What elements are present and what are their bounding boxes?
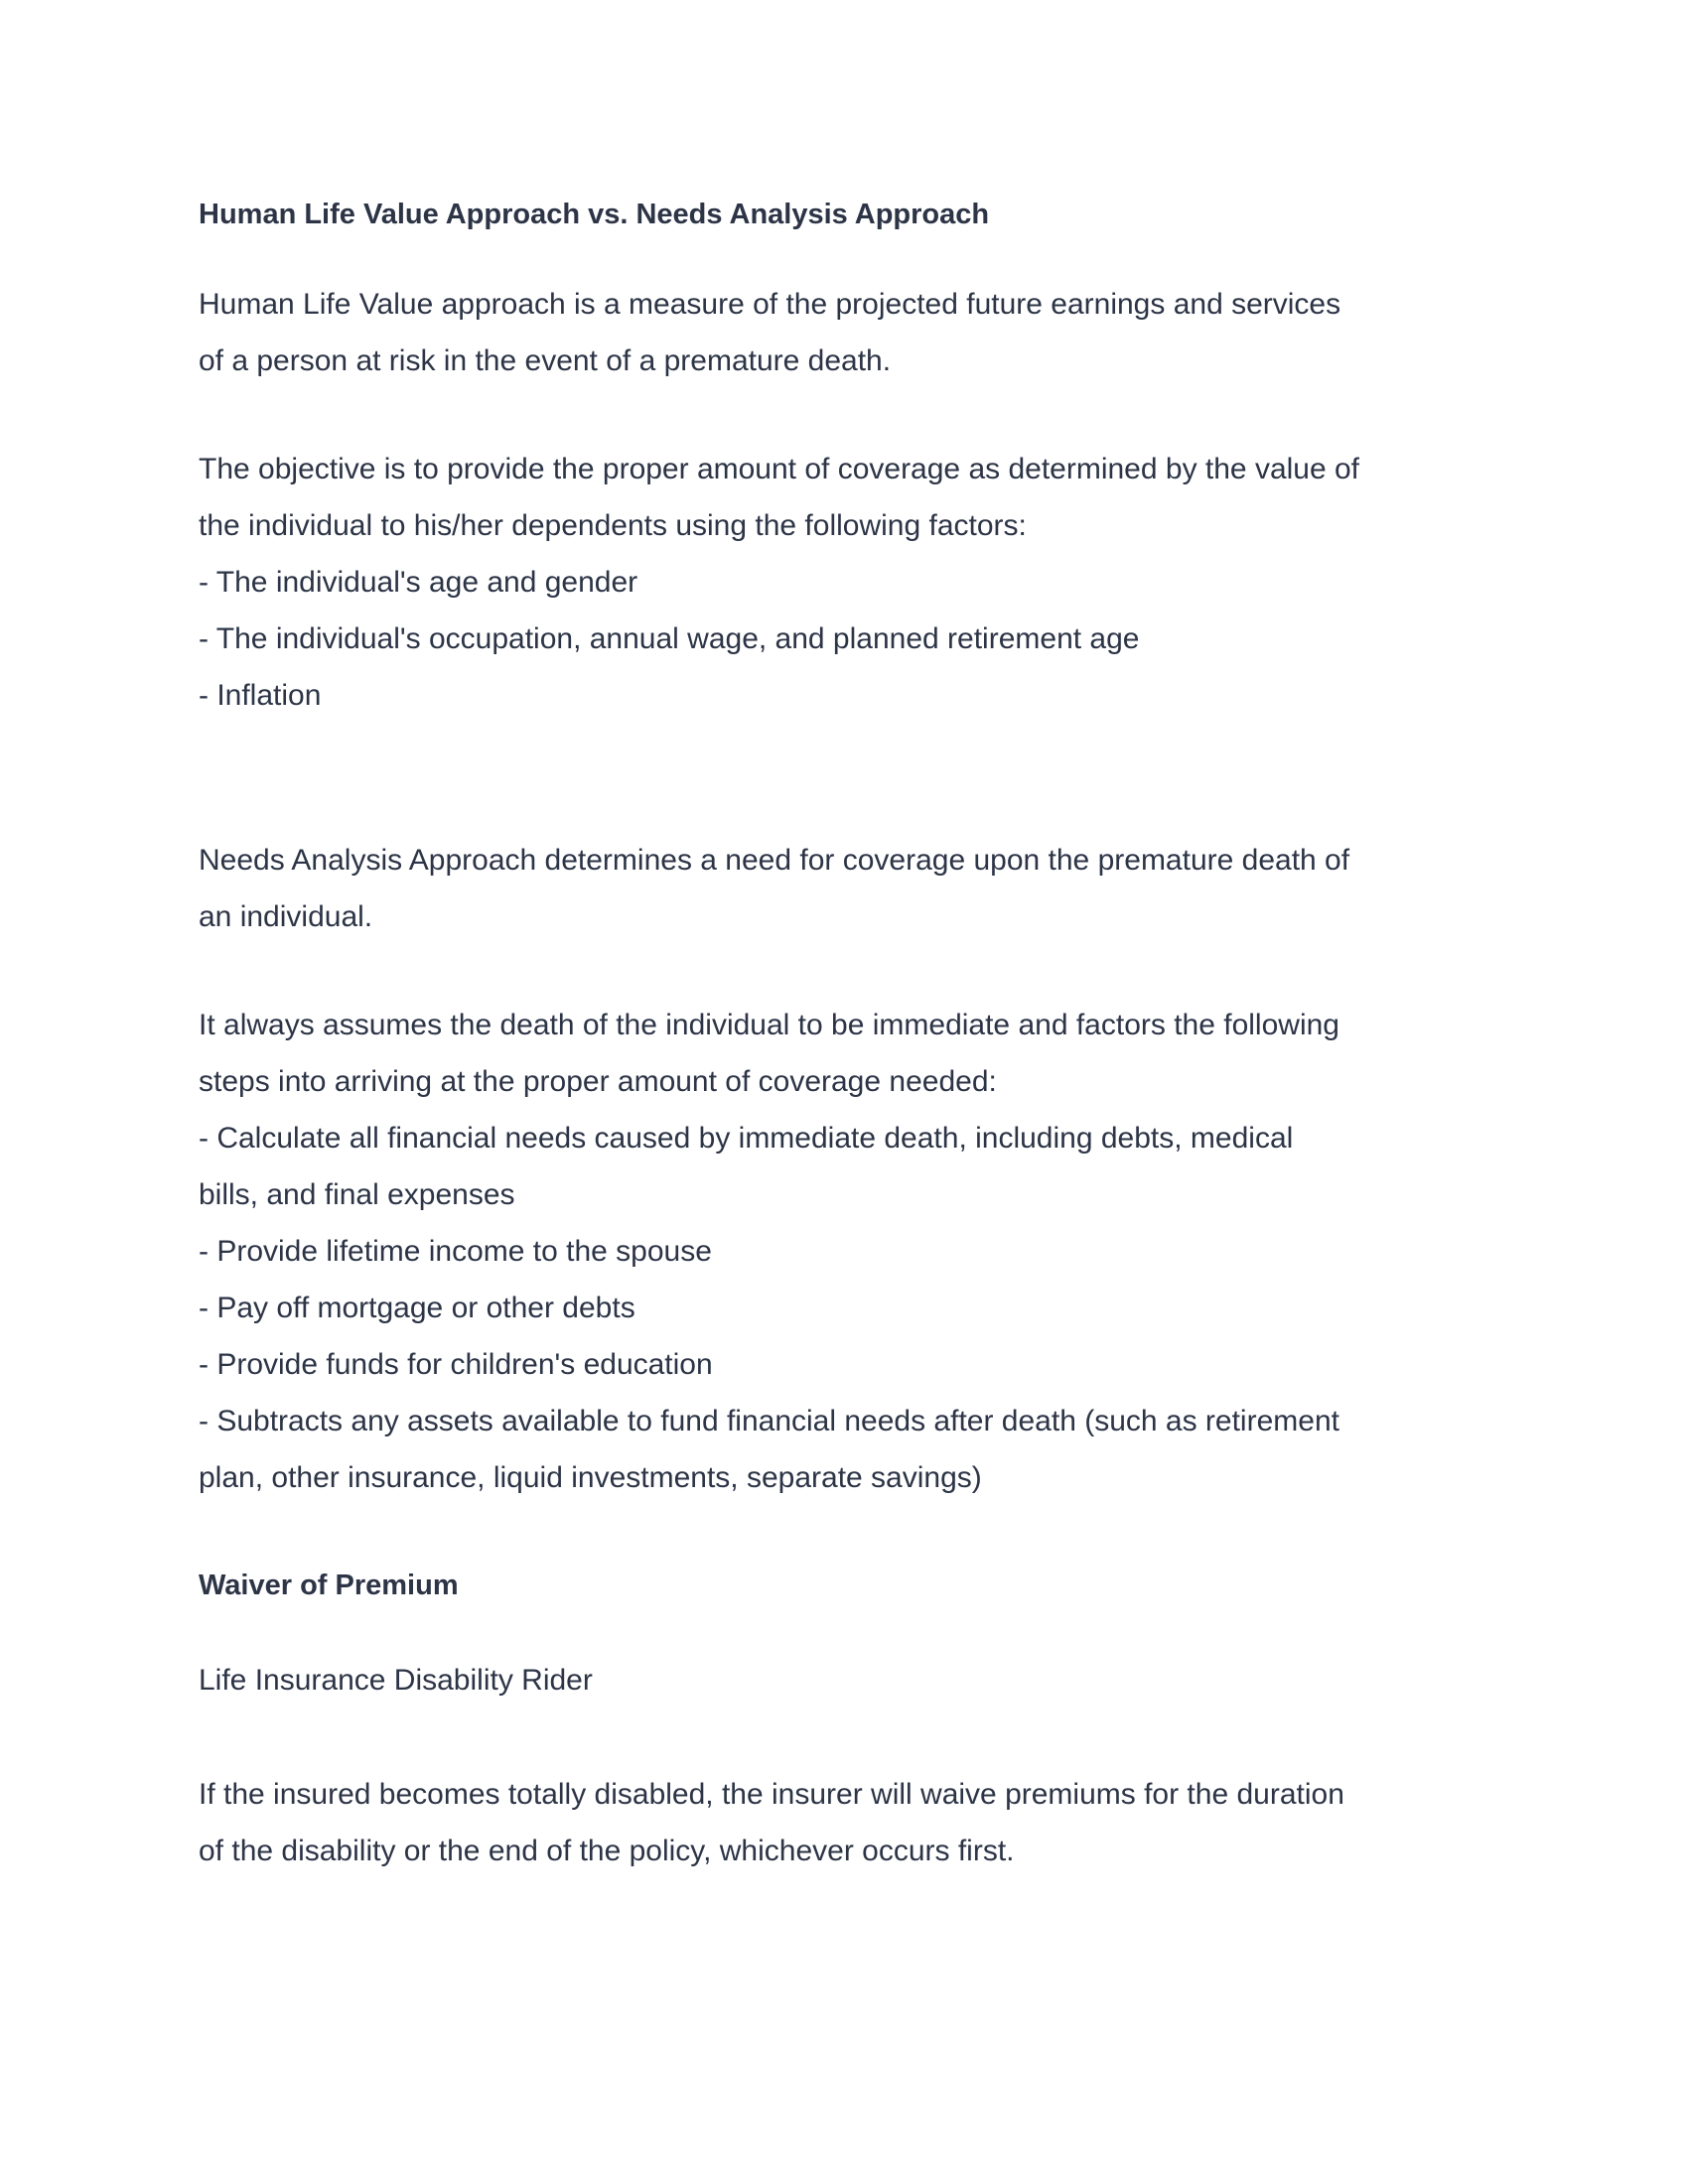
text-line: of the disability or the end of the policy, whichever occurs first. bbox=[199, 1835, 1015, 1867]
bullet-line-pay-off-mortgage: - Pay off mortgage or other debts bbox=[199, 1292, 635, 1324]
text-line: It always assumes the death of the individual to be immediate and factors the following bbox=[199, 1009, 1339, 1041]
text-line: an individual. bbox=[199, 900, 373, 933]
text-line: the individual to his/her dependents using the following factors: bbox=[199, 509, 1027, 542]
bullet-line-calculate-needs: - Calculate all financial needs caused by immediate death, including debts, medical bbox=[199, 1122, 1294, 1155]
bullet-line-subtract-assets: - Subtracts any assets available to fund financial needs after death (such as retirement bbox=[199, 1405, 1339, 1437]
bullet-line-age-gender: - The individual's age and gender bbox=[199, 566, 638, 599]
bullet-line-children-education: - Provide funds for children's education bbox=[199, 1348, 713, 1381]
bullet-line-subtract-assets-cont: plan, other insurance, liquid investments, separate savings) bbox=[199, 1461, 982, 1494]
text-line: The objective is to provide the proper amount of coverage as determined by the value of bbox=[199, 453, 1360, 485]
bullet-line-inflation: - Inflation bbox=[199, 679, 322, 712]
disability-rider-paragraph bbox=[199, 1652, 1509, 1708]
text-line: If the insured becomes totally disabled, the insurer will waive premiums for the duration bbox=[199, 1778, 1344, 1811]
document-title: Human Life Value Approach vs. Needs Analysis Approach bbox=[199, 199, 990, 230]
text-line: Human Life Value approach is a measure of the projected future earnings and services bbox=[199, 288, 1341, 321]
blank-line-spacer bbox=[199, 775, 1509, 832]
needs-analysis-steps-paragraph bbox=[199, 997, 1509, 1506]
bullet-line-occupation: - The individual's occupation, annual wage, and planned retirement age bbox=[199, 622, 1140, 655]
waiver-of-premium-heading: Waiver of Premium bbox=[199, 1570, 459, 1601]
text-line: Needs Analysis Approach determines a need for coverage upon the premature death of bbox=[199, 844, 1350, 877]
bullet-line-lifetime-income: - Provide lifetime income to the spouse bbox=[199, 1235, 712, 1268]
text-line: Life Insurance Disability Rider bbox=[199, 1664, 593, 1697]
text-line: steps into arriving at the proper amount of coverage needed: bbox=[199, 1065, 997, 1098]
hlv-definition-paragraph bbox=[199, 276, 1509, 389]
needs-analysis-definition-paragraph bbox=[199, 832, 1509, 945]
bullet-line-calculate-needs-cont: bills, and final expenses bbox=[199, 1178, 515, 1211]
text-line: of a person at risk in the event of a premature death. bbox=[199, 344, 892, 377]
waiver-explanation-paragraph bbox=[199, 1766, 1509, 1879]
hlv-objective-paragraph bbox=[199, 441, 1509, 724]
